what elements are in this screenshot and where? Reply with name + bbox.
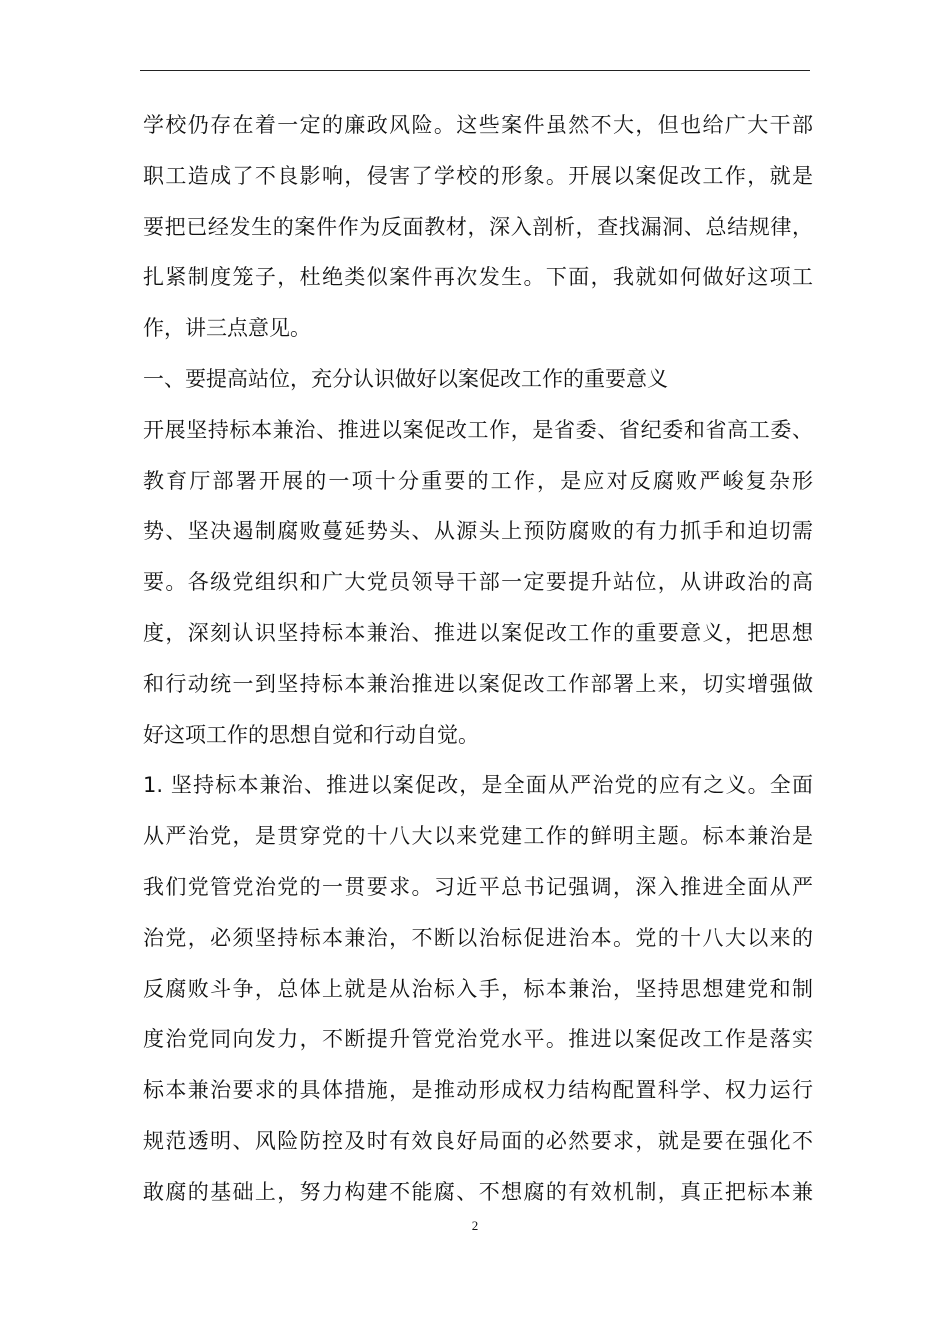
- text-line: 反腐败斗争，总体上就是从治标入手，标本兼治，坚持思想建党和制: [143, 976, 813, 1001]
- text-line: 从严治党，是贯穿党的十八大以来党建工作的鲜明主题。标本兼治是: [143, 824, 813, 849]
- text-line: 开展坚持标本兼治、推进以案促改工作，是省委、省纪委和省高工委、: [143, 417, 813, 442]
- text-line: 学校仍存在着一定的廉政风险。这些案件虽然不大，但也给广大干部: [143, 113, 813, 137]
- text-line: 我们党管党治党的一贯要求。习近平总书记强调，深入推进全面从严: [143, 874, 813, 899]
- text-line: 敢腐的基础上，努力构建不能腐、不想腐的有效机制，真正把标本兼: [143, 1179, 813, 1204]
- text-line: 规范透明、风险防控及时有效良好局面的必然要求，就是要在强化不: [143, 1128, 813, 1153]
- text-line: 要。各级党组织和广大党员领导干部一定要提升站位，从讲政治的高: [143, 570, 813, 595]
- text-line: 要把已经发生的案件作为反面教材，深入剖析，查找漏洞、总结规律，: [143, 214, 813, 239]
- text-line: 度治党同向发力，不断提升管党治党水平。推进以案促改工作是落实: [143, 1027, 813, 1052]
- text-line: 度，深刻认识坚持标本兼治、推进以案促改工作的重要意义，把思想: [143, 620, 813, 645]
- text-line: 扎紧制度笼子，杜绝类似案件再次发生。下面，我就如何做好这项工: [143, 265, 813, 290]
- header-rule: [140, 70, 810, 71]
- text-line: 职工造成了不良影响，侵害了学校的形象。开展以案促改工作，就是: [143, 163, 813, 188]
- text-line: 和行动统一到坚持标本兼治推进以案促改工作部署上来，切实增强做: [143, 671, 813, 696]
- text-line: 作，讲三点意见。: [143, 316, 311, 341]
- text-line: 治党，必须坚持标本兼治，不断以治标促进治本。党的十八大以来的: [143, 925, 813, 950]
- text-line: 势、坚决遏制腐败蔓延势头、从源头上预防腐败的有力抓手和迫切需: [143, 519, 813, 544]
- text-line: 好这项工作的思想自觉和行动自觉。: [143, 722, 479, 747]
- document-body: [143, 100, 813, 1218]
- text-line: 教育厅部署开展的一项十分重要的工作，是应对反腐败严峻复杂形: [143, 468, 813, 493]
- text-line: 标本兼治要求的具体措施，是推动形成权力结构配置科学、权力运行: [143, 1078, 813, 1103]
- section-heading: 一、要提高站位，充分认识做好以案促改工作的重要意义: [143, 366, 668, 391]
- page-number: 2: [471, 1218, 479, 1233]
- text-line: 1. 坚持标本兼治、推进以案促改，是全面从严治党的应有之义。全面: [143, 773, 813, 798]
